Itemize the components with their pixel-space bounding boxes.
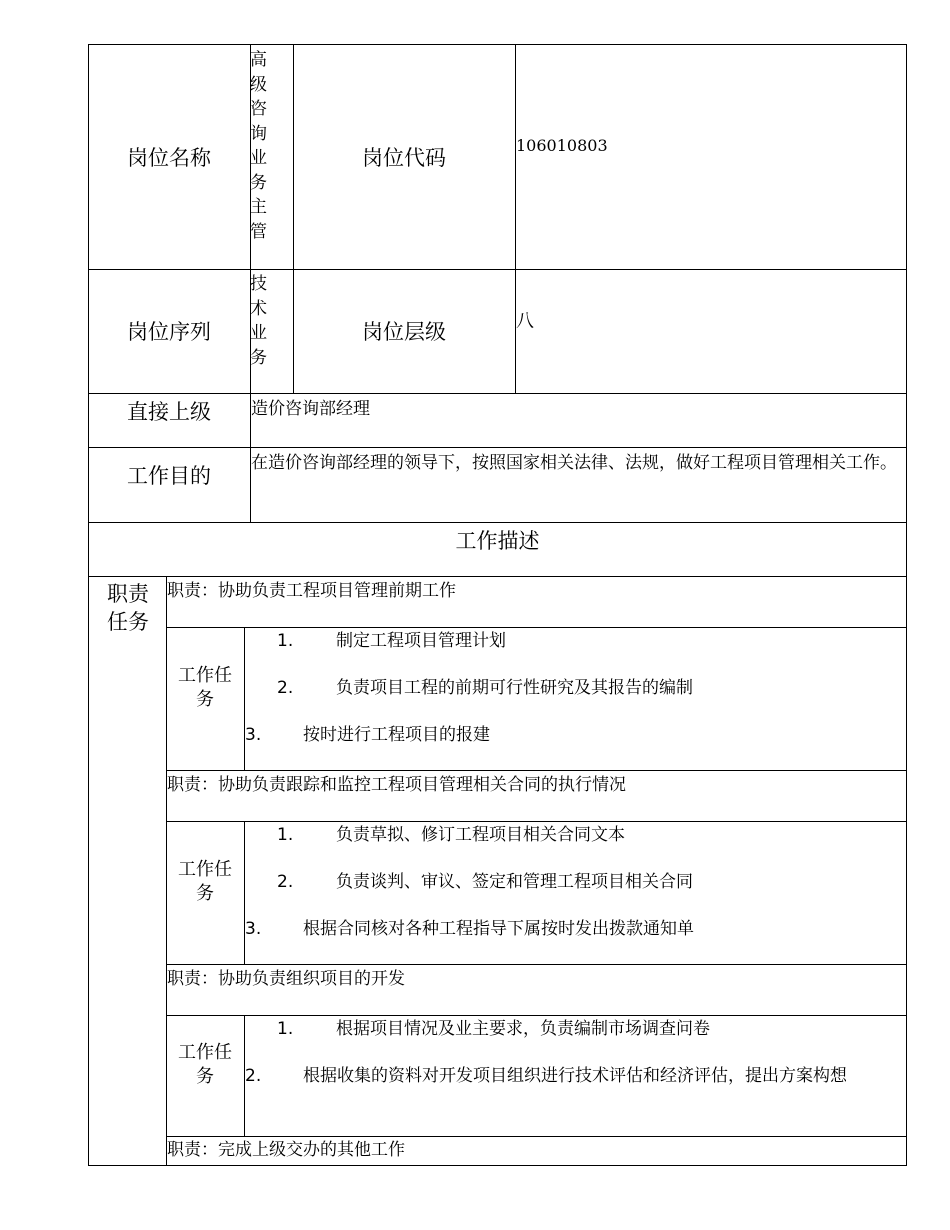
purpose-value: 在造价咨询部经理的领导下，按照国家相关法律、法规，做好工程项目管理相关工作。 <box>251 453 897 473</box>
task-text: 负责项目工程的前期可行性研究及其报告的编制 <box>336 678 693 698</box>
row-divider <box>166 770 907 771</box>
column-divider <box>244 627 245 770</box>
task-number: 2. <box>245 1066 262 1086</box>
task-number: 3. <box>245 919 262 939</box>
column-divider <box>515 44 516 393</box>
task-text: 负责谈判、审议、签定和管理工程项目相关合同 <box>336 872 693 892</box>
position-name-label: 岗位名称 <box>127 145 211 170</box>
task-number: 2. <box>277 678 294 698</box>
duty-title: 职责：完成上级交办的其他工作 <box>167 1140 405 1160</box>
task-label: 工作任务 <box>178 859 232 904</box>
description-title: 工作描述 <box>455 529 540 553</box>
task-number: 3. <box>245 725 262 745</box>
task-label: 工作任务 <box>178 1042 232 1087</box>
task-number: 1. <box>277 825 294 845</box>
position-level-value: 八 <box>516 311 534 332</box>
position-series-label: 岗位序列 <box>127 320 211 344</box>
task-number: 2. <box>277 872 294 892</box>
task-text: 根据合同核对各种工程指导下属按时发出拨款通知单 <box>303 919 694 939</box>
position-level-label: 岗位层级 <box>362 320 446 344</box>
position-series-value: 技术业务 <box>250 274 267 368</box>
task-text: 负责草拟、修订工程项目相关合同文本 <box>336 825 625 845</box>
position-code-value: 106010803 <box>516 136 608 155</box>
purpose-label: 工作目的 <box>127 464 211 488</box>
task-number: 1. <box>277 631 294 651</box>
superior-label: 直接上级 <box>127 400 211 424</box>
position-code-label: 岗位代码 <box>362 145 446 170</box>
task-text: 按时进行工程项目的报建 <box>303 725 490 745</box>
row-divider <box>88 576 907 577</box>
task-text: 制定工程项目管理计划 <box>336 631 506 651</box>
row-divider <box>166 964 907 965</box>
column-divider <box>244 821 245 964</box>
position-name-value: 高级咨询业务主管 <box>250 50 267 242</box>
task-label: 工作任务 <box>178 665 232 710</box>
task-number: 1. <box>277 1019 294 1039</box>
duty-title: 职责：协助负责组织项目的开发 <box>167 969 405 989</box>
superior-value: 造价咨询部经理 <box>251 399 370 419</box>
row-divider <box>166 1136 907 1137</box>
row-divider <box>166 821 907 822</box>
row-divider <box>166 1015 907 1016</box>
task-text: 根据收集的资料对开发项目组织进行技术评估和经济评估，提出方案构想 <box>303 1066 847 1086</box>
duties-label: 职责任务 <box>107 582 149 634</box>
task-text: 根据项目情况及业主要求，负责编制市场调查问卷 <box>336 1019 710 1039</box>
row-divider <box>166 627 907 628</box>
duty-title: 职责：协助负责跟踪和监控工程项目管理相关合同的执行情况 <box>167 775 626 795</box>
duty-title: 职责：协助负责工程项目管理前期工作 <box>167 581 456 601</box>
